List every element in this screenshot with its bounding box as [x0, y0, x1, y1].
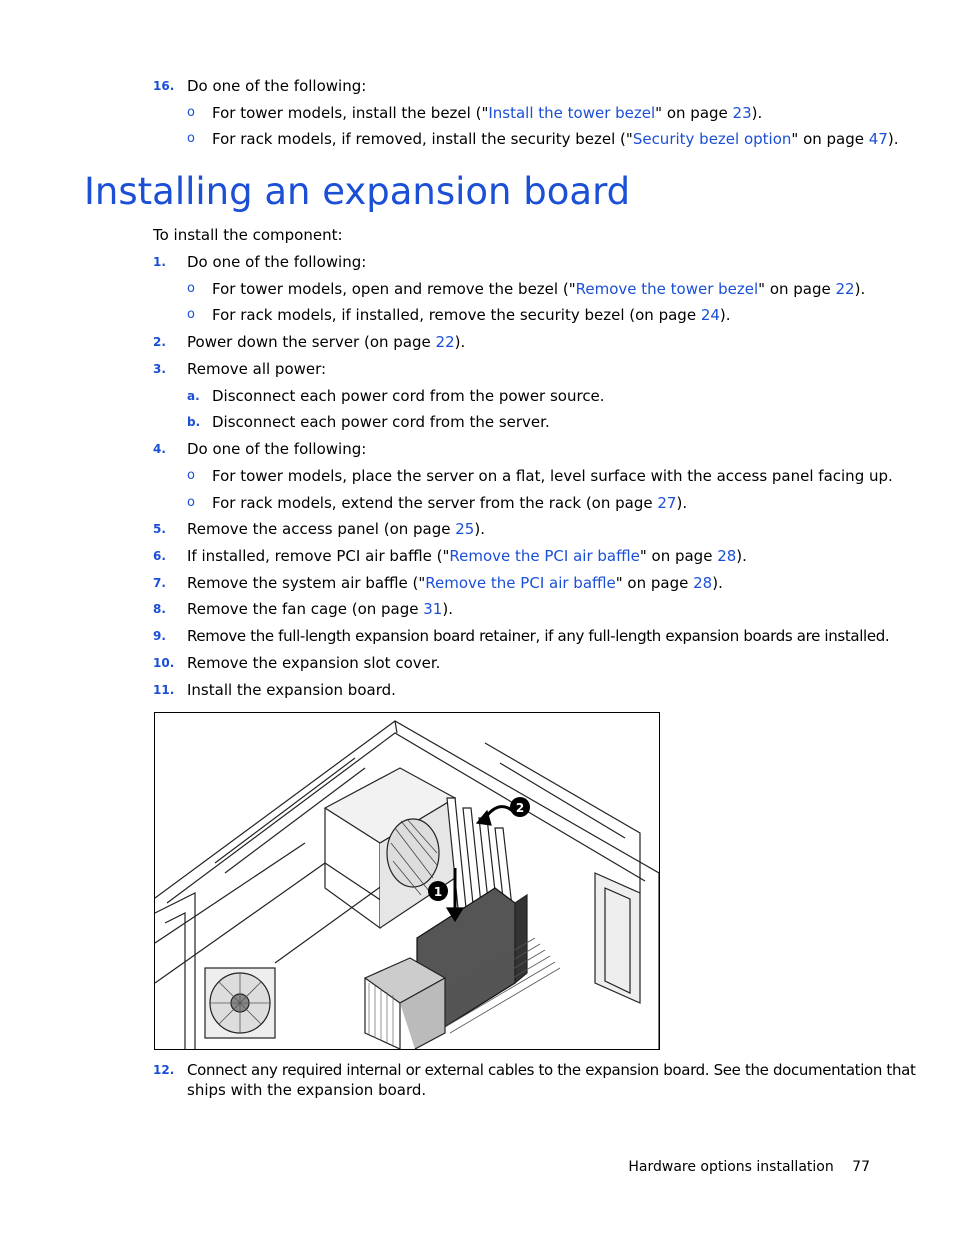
- bullet-marker: o: [187, 468, 195, 483]
- security-bezel-option-link[interactable]: Security bezel option: [632, 130, 792, 148]
- step-1-text: Do one of the following:: [187, 253, 367, 271]
- step-3-text: Remove all power:: [187, 360, 327, 378]
- page-23-link[interactable]: 23: [732, 104, 752, 122]
- step-2-number: 2.: [153, 335, 166, 349]
- bullet-marker: o: [187, 105, 195, 120]
- substep-a-text: Disconnect each power cord from the power source.: [212, 387, 605, 405]
- step-1-number: 1.: [153, 255, 166, 269]
- step-9-number: 9.: [153, 629, 166, 643]
- substep-b-label: b.: [187, 415, 201, 429]
- substep-b-text: Disconnect each power cord from the server.: [212, 413, 550, 431]
- page-22-link[interactable]: 22: [835, 280, 855, 298]
- step-7-text: Remove the system air baffle ("Remove the PCI air baffle" on page 28).: [187, 574, 723, 592]
- step-10-text: Remove the expansion slot cover.: [187, 654, 441, 672]
- step-4-bullet-1: For tower models, place the server on a flat, level surface with the access panel facing up.: [212, 467, 893, 485]
- page-number: 77: [852, 1159, 870, 1175]
- callout-1-label: 1: [433, 885, 443, 899]
- page-footer: [628, 1158, 870, 1176]
- step-16-text: Do one of the following:: [187, 77, 367, 95]
- step-7-number: 7.: [153, 576, 166, 590]
- page-28-link[interactable]: 28: [717, 547, 737, 565]
- section-heading: Installing an expansion board: [84, 170, 631, 213]
- page-25-link[interactable]: 25: [455, 520, 475, 538]
- page-22-link[interactable]: 22: [435, 333, 455, 351]
- step-5-number: 5.: [153, 522, 166, 536]
- footer-section-title: Hardware options installation: [628, 1159, 834, 1175]
- expansion-board-illustration: [154, 712, 660, 1050]
- step-8-text: Remove the fan cage (on page 31).: [187, 600, 453, 618]
- step-4-text: Do one of the following:: [187, 440, 367, 458]
- install-tower-bezel-link[interactable]: Install the tower bezel: [488, 104, 656, 122]
- step-1-bullet-2: For rack models, if installed, remove the security bezel (on page 24).: [212, 306, 731, 324]
- page-31-link[interactable]: 31: [423, 600, 443, 618]
- step-12-line-1: Connect any required internal or external cables to the expansion board. See the documentation that: [187, 1061, 916, 1079]
- step-6-number: 6.: [153, 549, 166, 563]
- step-9-text: Remove the full-length expansion board retainer, if any full-length expansion boards are installed.: [187, 627, 890, 645]
- step-1-bullet-1: For tower models, open and remove the bezel ("Remove the tower bezel" on page 22).: [212, 280, 866, 298]
- bullet-marker: o: [187, 495, 195, 510]
- step-10-number: 10.: [153, 656, 175, 670]
- page-24-link[interactable]: 24: [700, 306, 720, 324]
- step-2-text: Power down the server (on page 22).: [187, 333, 466, 351]
- step-6-text: If installed, remove PCI air baffle ("Remove the PCI air baffle" on page 28).: [187, 547, 747, 565]
- step-12-line-2: ships with the expansion board.: [187, 1081, 427, 1099]
- page-27-link[interactable]: 27: [657, 494, 677, 512]
- page-28-link[interactable]: 28: [693, 574, 713, 592]
- remove-pci-air-baffle-link[interactable]: Remove the PCI air baffle: [449, 547, 640, 565]
- remove-pci-air-baffle-link[interactable]: Remove the PCI air baffle: [425, 574, 616, 592]
- step-11-number: 11.: [153, 683, 175, 697]
- page-47-link[interactable]: 47: [868, 130, 888, 148]
- bullet-marker: o: [187, 281, 195, 296]
- intro-text: To install the component:: [153, 226, 343, 244]
- bullet-marker: o: [187, 131, 195, 146]
- callout-2-label: 2: [515, 801, 525, 815]
- step-16-number: 16.: [153, 79, 175, 93]
- step-4-number: 4.: [153, 442, 166, 456]
- step-3-number: 3.: [153, 362, 166, 376]
- substep-a-label: a.: [187, 389, 200, 403]
- step-4-bullet-2: For rack models, extend the server from the rack (on page 27).: [212, 494, 688, 512]
- step-8-number: 8.: [153, 602, 166, 616]
- step-12-number: 12.: [153, 1063, 175, 1077]
- step-16-bullet-2: For rack models, if removed, install the security bezel ("Security bezel option" on page 47).: [212, 130, 899, 148]
- remove-tower-bezel-link[interactable]: Remove the tower bezel: [575, 280, 759, 298]
- step-5-text: Remove the access panel (on page 25).: [187, 520, 485, 538]
- bullet-marker: o: [187, 307, 195, 322]
- step-16-bullet-1: For tower models, install the bezel ("Install the tower bezel" on page 23).: [212, 104, 763, 122]
- step-11-text: Install the expansion board.: [187, 681, 396, 699]
